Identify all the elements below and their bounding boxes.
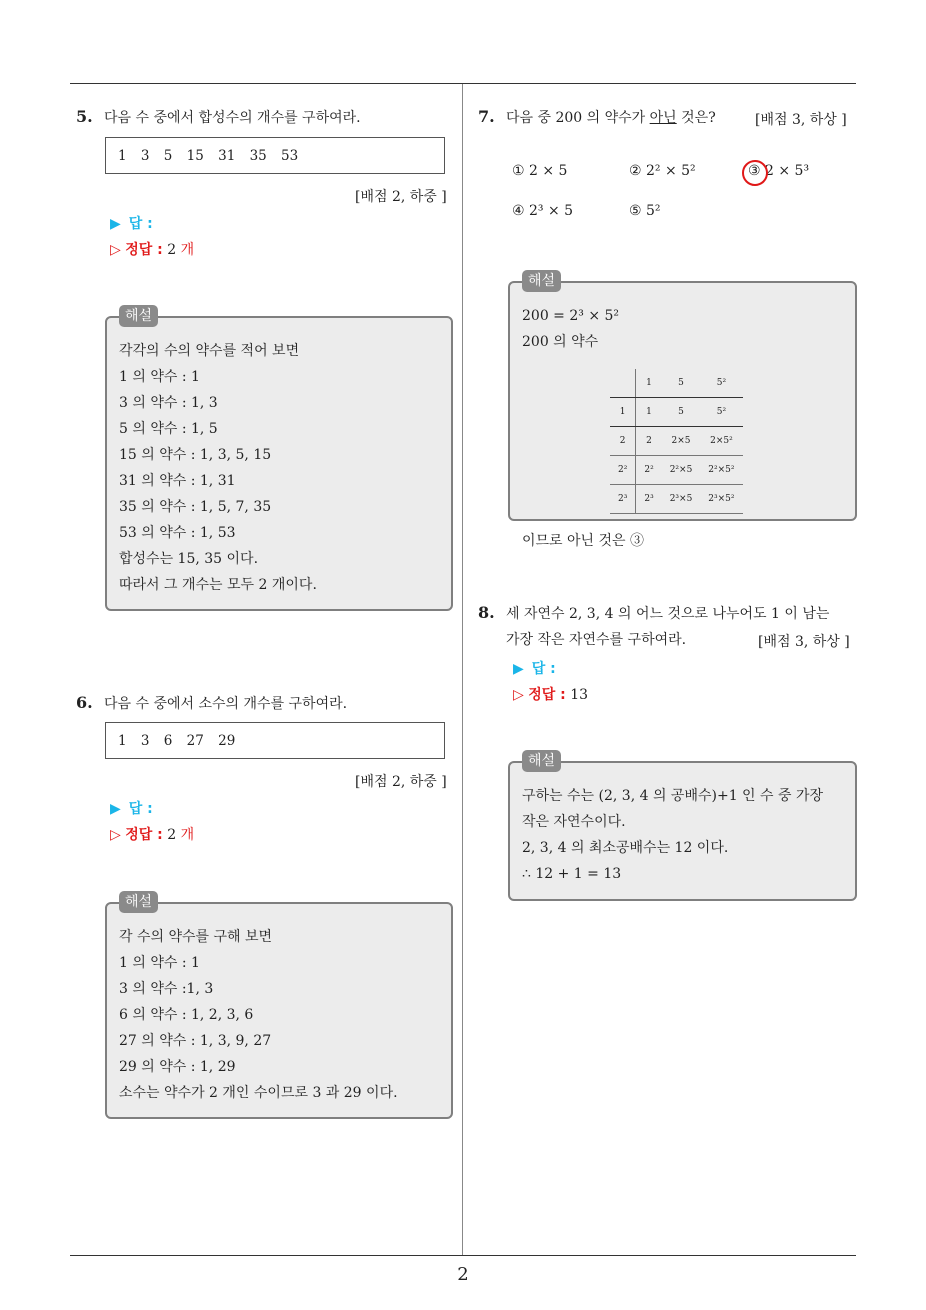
table-cell: 2²×5 bbox=[662, 456, 701, 485]
solution-line: 소수는 약수가 2 개인 수이므로 3 과 29 이다. bbox=[119, 1085, 398, 1101]
choice-3 bbox=[748, 163, 809, 179]
solution-line: 작은 자연수이다. bbox=[522, 814, 626, 830]
table-cell: 1 bbox=[610, 398, 636, 427]
solution-line: 200 = 2³ × 5² bbox=[522, 308, 620, 324]
answer-circle-mark bbox=[742, 160, 768, 186]
correct-unit: 개 bbox=[180, 242, 195, 258]
solution-line: 이므로 아닌 것은 ③ bbox=[522, 533, 645, 549]
question-text: 다음 수 중에서 소수의 개수를 구하여라. bbox=[104, 696, 348, 712]
table-row bbox=[610, 398, 743, 427]
table-cell: 1 bbox=[636, 398, 662, 427]
answer-block bbox=[110, 211, 194, 263]
number-box: 1 3 5 15 31 35 53 bbox=[105, 137, 445, 174]
table-cell: 5² bbox=[700, 369, 742, 398]
solution-line: 따라서 그 개수는 모두 2 개이다. bbox=[119, 577, 317, 593]
triangle-icon: ▷ bbox=[110, 242, 126, 258]
table-cell: 2²×5² bbox=[700, 456, 742, 485]
table-cell: 2³ bbox=[610, 485, 636, 514]
table-cell: 2² bbox=[610, 456, 636, 485]
answer-label: 답 : bbox=[128, 801, 153, 817]
solution-line: 1 의 약수 : 1 bbox=[119, 369, 200, 385]
play-icon: ▶ bbox=[110, 216, 121, 232]
solution-box bbox=[105, 308, 453, 611]
correct-label: 정답 : bbox=[125, 242, 163, 258]
solution-line: 15 의 약수 : 1, 3, 5, 15 bbox=[119, 447, 272, 463]
divisor-table bbox=[610, 369, 743, 514]
solution-line: 35 의 약수 : 1, 5, 7, 35 bbox=[119, 499, 272, 515]
table-cell: 2×5² bbox=[700, 427, 742, 456]
correct-value: 2 bbox=[167, 242, 177, 258]
table-cell: 2 bbox=[610, 427, 636, 456]
answer-block bbox=[513, 656, 588, 708]
solution-line: ∴ 12 + 1 = 13 bbox=[522, 866, 622, 882]
choice-3-text: 2 × 5³ bbox=[765, 163, 810, 179]
solution-line: 3 의 약수 :1, 3 bbox=[119, 981, 214, 997]
solution-line: 각 수의 약수를 구해 보면 bbox=[119, 929, 273, 945]
choice-list bbox=[512, 163, 852, 223]
table-cell: 1 bbox=[636, 369, 662, 398]
solution-line: 27 의 약수 : 1, 3, 9, 27 bbox=[119, 1033, 272, 1049]
question-text: 다음 수 중에서 합성수의 개수를 구하여라. bbox=[104, 110, 361, 126]
choice-5: ⑤ 5² bbox=[629, 203, 661, 219]
table-cell: 2² bbox=[636, 456, 662, 485]
solution-box bbox=[508, 273, 857, 549]
choice-2: ② 2² × 5² bbox=[629, 163, 696, 179]
table-cell: 2 bbox=[636, 427, 662, 456]
solution-tag: 해설 bbox=[522, 270, 561, 292]
correct-unit: 개 bbox=[180, 827, 195, 843]
table-cell: 2³×5² bbox=[700, 485, 742, 514]
table-cell: 5 bbox=[662, 369, 701, 398]
column-divider bbox=[462, 84, 463, 1256]
question-6 bbox=[76, 690, 347, 717]
choice-4: ④ 2³ × 5 bbox=[512, 203, 574, 219]
solution-line: 1 의 약수 : 1 bbox=[119, 955, 200, 971]
correct-label: 정답 : bbox=[125, 827, 163, 843]
table-cell: 2³×5 bbox=[662, 485, 701, 514]
table-row bbox=[610, 456, 743, 485]
play-icon: ▶ bbox=[110, 801, 121, 817]
solution-line: 200 의 약수 bbox=[522, 334, 599, 350]
question-7 bbox=[478, 104, 716, 131]
solution-tag: 해설 bbox=[119, 891, 158, 913]
question-5 bbox=[76, 104, 361, 131]
solution-line: 각각의 수의 약수를 적어 보면 bbox=[119, 343, 300, 359]
question-number: 7. bbox=[478, 107, 495, 126]
points-label: [배점 3, 하상 ] bbox=[755, 112, 847, 128]
correct-value: 2 bbox=[167, 827, 177, 843]
question-number: 8. bbox=[478, 603, 495, 622]
points-label: [배점 2, 하중 ] bbox=[355, 774, 447, 790]
choice-3-number: ③ bbox=[748, 163, 761, 179]
solution-line: 3 의 약수 : 1, 3 bbox=[119, 395, 218, 411]
question-text: 다음 중 200 의 약수가 bbox=[506, 110, 650, 126]
solution-line: 31 의 약수 : 1, 31 bbox=[119, 473, 236, 489]
table-cell: 2×5 bbox=[662, 427, 701, 456]
answer-block bbox=[110, 796, 194, 848]
table-cell: 2³ bbox=[636, 485, 662, 514]
choice-1: ① 2 × 5 bbox=[512, 163, 568, 179]
question-number: 5. bbox=[76, 107, 93, 126]
solution-tag: 해설 bbox=[522, 750, 561, 772]
page-number: 2 bbox=[457, 1264, 469, 1285]
correct-value: 13 bbox=[570, 687, 589, 703]
solution-line: 53 의 약수 : 1, 53 bbox=[119, 525, 236, 541]
solution-line: 5 의 약수 : 1, 5 bbox=[119, 421, 218, 437]
table-row bbox=[610, 369, 743, 398]
table-row bbox=[610, 427, 743, 456]
solution-line: 6 의 약수 : 1, 2, 3, 6 bbox=[119, 1007, 254, 1023]
solution-line: 합성수는 15, 35 이다. bbox=[119, 551, 259, 567]
points-label: [배점 2, 하중 ] bbox=[355, 189, 447, 205]
play-icon: ▶ bbox=[513, 661, 524, 677]
solution-line: 29 의 약수 : 1, 29 bbox=[119, 1059, 236, 1075]
question-number: 6. bbox=[76, 693, 93, 712]
table-cell bbox=[610, 369, 636, 398]
bottom-rule bbox=[70, 1255, 856, 1256]
solution-tag: 해설 bbox=[119, 305, 158, 327]
table-cell: 5 bbox=[662, 398, 701, 427]
points-label: [배점 3, 하상 ] bbox=[758, 634, 850, 650]
answer-label: 답 : bbox=[128, 216, 153, 232]
question-text: 가장 작은 자연수를 구하여라. bbox=[506, 632, 687, 648]
question-text: 세 자연수 2, 3, 4 의 어느 것으로 나누어도 1 이 남는 bbox=[506, 606, 830, 622]
answer-label: 답 : bbox=[531, 661, 556, 677]
solution-line: 구하는 수는 (2, 3, 4 의 공배수)+1 인 수 중 가장 bbox=[522, 788, 824, 804]
table-row bbox=[610, 485, 743, 514]
top-rule bbox=[70, 83, 856, 84]
correct-label: 정답 : bbox=[528, 687, 566, 703]
question-text-end: 것은? bbox=[676, 110, 716, 126]
solution-box bbox=[508, 753, 857, 901]
solution-box bbox=[105, 894, 453, 1119]
table-cell: 5² bbox=[700, 398, 742, 427]
triangle-icon: ▷ bbox=[513, 687, 529, 703]
number-box: 1 3 6 27 29 bbox=[105, 722, 445, 759]
question-underlined: 아닌 bbox=[649, 110, 677, 126]
triangle-icon: ▷ bbox=[110, 827, 126, 843]
solution-line: 2, 3, 4 의 최소공배수는 12 이다. bbox=[522, 840, 729, 856]
